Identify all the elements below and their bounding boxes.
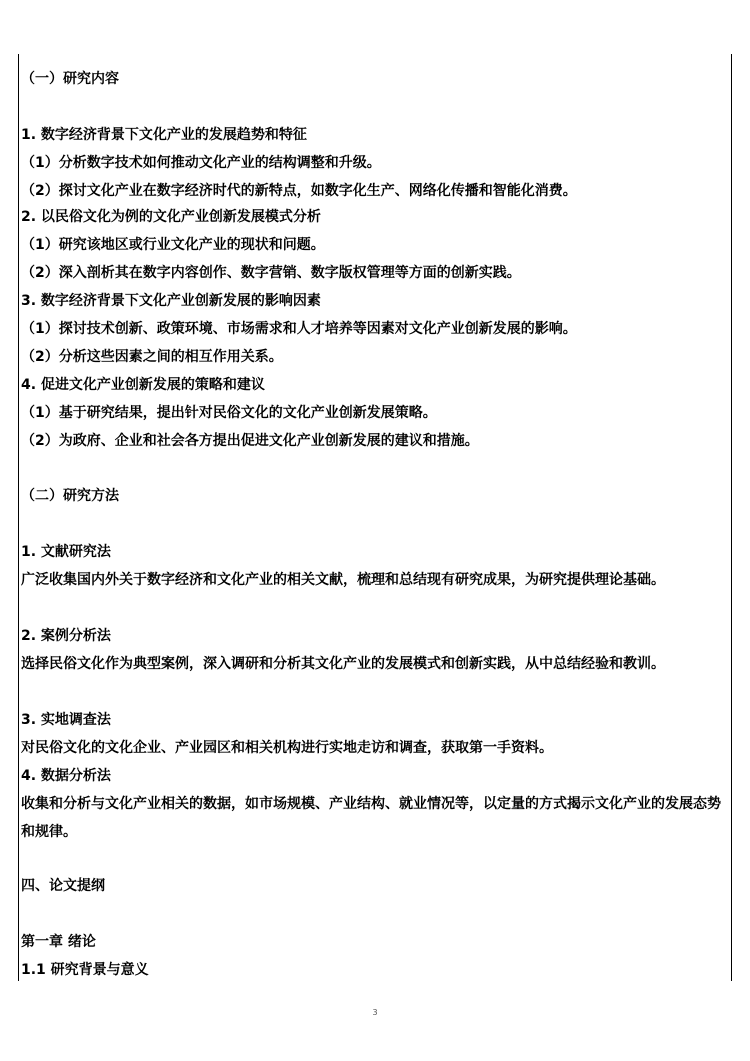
- item-title-2: 2. 以民俗文化为例的文化产业创新发展模式分析: [21, 209, 321, 225]
- method-title-4: 4. 数据分析法: [21, 768, 111, 784]
- chapter-title: 第一章 绪论: [21, 934, 96, 950]
- item-point: （2）分析这些因素之间的相互作用关系。: [21, 349, 283, 365]
- item-point: （1）基于研究结果，提出针对民俗文化的文化产业创新发展策略。: [21, 405, 437, 421]
- section-heading-outline: 四、论文提纲: [21, 878, 105, 894]
- subsection-title: 1.1 研究背景与意义: [21, 962, 149, 978]
- method-title-1: 1. 文献研究法: [21, 544, 111, 560]
- item-point: （1）研究该地区或行业文化产业的现状和问题。: [21, 237, 325, 253]
- method-text-1: 广泛收集国内外关于数字经济和文化产业的相关文献，梳理和总结现有研究成果，为研究提供理论基础。: [21, 572, 665, 588]
- page-number: 3: [372, 1008, 378, 1017]
- method-text-4: 收集和分析与文化产业相关的数据，如市场规模、产业结构、就业情况等，以定量的方式揭示文化产业的发展态势和规律。: [21, 796, 721, 840]
- item-title-4: 4. 促进文化产业创新发展的策略和建议: [21, 377, 265, 393]
- item-point: （1）探讨技术创新、政策环境、市场需求和人才培养等因素对文化产业创新发展的影响。: [21, 321, 577, 337]
- item-point: （1）分析数字技术如何推动文化产业的结构调整和升级。: [21, 155, 381, 171]
- section-heading-research-methods: （二）研究方法: [21, 488, 119, 504]
- section-heading-research-content: （一）研究内容: [21, 71, 119, 87]
- method-text-3: 对民俗文化的文化企业、产业园区和相关机构进行实地走访和调查，获取第一手资料。: [21, 740, 553, 756]
- item-title-1: 1. 数字经济背景下文化产业的发展趋势和特征: [21, 127, 307, 143]
- item-point: （2）探讨文化产业在数字经济时代的新特点，如数字化生产、网络化传播和智能化消费。: [21, 183, 577, 199]
- method-title-3: 3. 实地调查法: [21, 712, 111, 728]
- item-title-3: 3. 数字经济背景下文化产业创新发展的影响因素: [21, 293, 321, 309]
- item-point: （2）为政府、企业和社会各方提出促进文化产业创新发展的建议和措施。: [21, 433, 479, 449]
- item-point: （2）深入剖析其在数字内容创作、数字营销、数字版权管理等方面的创新实践。: [21, 265, 521, 281]
- method-title-2: 2. 案例分析法: [21, 628, 111, 644]
- method-text-2: 选择民俗文化作为典型案例，深入调研和分析其文化产业的发展模式和创新实践，从中总结经验和教训。: [21, 656, 665, 672]
